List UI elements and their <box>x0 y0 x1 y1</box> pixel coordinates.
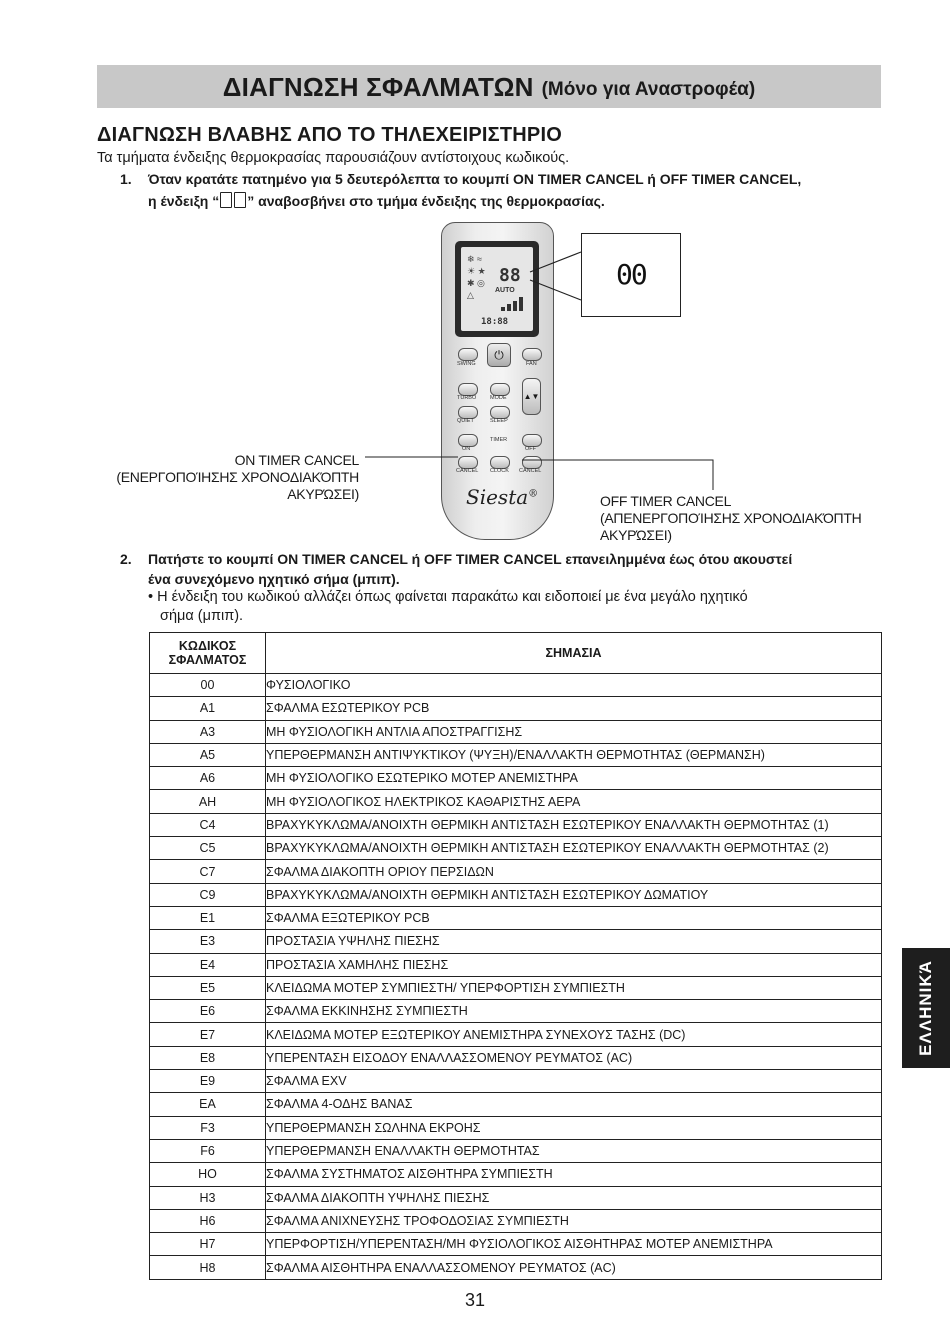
turbo-label: TURBO <box>457 395 477 401</box>
display-callout <box>581 233 681 317</box>
error-code-cell: F3 <box>150 1116 266 1139</box>
lcd-mode-icons: ❄ ≈ ☀ ★ ✱ ◎ △ <box>467 254 486 300</box>
meaning-cell: ΥΠΕΡΘΕΡΜΑΝΣΗ ΕΝΑΛΛΑΚΤΗ ΘΕΡΜΟΤΗΤΑΣ <box>266 1139 882 1162</box>
table-row <box>150 674 882 697</box>
table-row <box>150 976 882 999</box>
meaning-cell: ΜΗ ΦΥΣΙΟΛΟΓΙΚΟΣ ΗΛΕΚΤΡΙΚΟΣ ΚΑΘΑΡΙΣΤΗΣ ΑΕΡΑ <box>266 790 882 813</box>
step-1-number: 1. <box>120 171 132 187</box>
page-number: 31 <box>464 1290 486 1310</box>
error-code-cell: E3 <box>150 930 266 953</box>
error-code-cell: E7 <box>150 1023 266 1046</box>
table-row <box>150 743 882 766</box>
table-row <box>150 1233 882 1256</box>
table-row <box>150 720 882 743</box>
banner-title: ΔΙΑΓΝΩΣΗ ΣΦΑΛΜΑΤΩΝ <box>222 72 534 102</box>
error-code-cell: C9 <box>150 883 266 906</box>
meaning-cell: ΜΗ ΦΥΣΙΟΛΟΓΙΚΟ ΕΣΩΤΕΡΙΚΟ ΜΟΤΕΡ ΑΝΕΜΙΣΤΗΡΑ <box>266 767 882 790</box>
lcd-timer-digits: 18:88 <box>481 317 509 327</box>
meaning-cell: ΜΗ ΦΥΣΙΟΛΟΓΙΚΗ ΑΝΤΛΙΑ ΑΠΟΣΤΡΑΓΓΙΣΗΣ <box>266 720 882 743</box>
error-code-cell: H6 <box>150 1209 266 1232</box>
on-timer-cancel-label <box>116 452 359 503</box>
lcd-auto-label: AUTO <box>495 287 515 294</box>
meaning-cell: ΣΦΑΛΜΑ ΔΙΑΚΟΠΤΗ ΥΨΗΛΗΣ ΠΙΕΣΗΣ <box>266 1186 882 1209</box>
error-code-cell: A1 <box>150 697 266 720</box>
error-code-table <box>149 632 882 1280</box>
table-row <box>150 767 882 790</box>
off-timer-label-line2: (ΑΠΕΝΕΡΓΟΠΟΊΗΣΗΣ ΧΡΟΝΟΔΙΑΚΌΠΤΗ <box>600 510 862 526</box>
table-row <box>150 1163 882 1186</box>
section-title: ΔΙΑΓΝΩΣΗ ΒΛΑΒΗΣ ΑΠΟ ΤΟ ΤΗΛΕΧΕΙΡΙΣΤΗΡΙΟ <box>97 124 562 146</box>
meaning-cell: ΣΦΑΛΜΑ ΔΙΑΚΟΠΤΗ ΟΡΙΟΥ ΠΕΡΣΙΔΩΝ <box>266 860 882 883</box>
off-timer-label-line1: OFF TIMER CANCEL <box>600 493 732 509</box>
off-timer-cancel-label <box>600 493 861 544</box>
error-code-cell: E8 <box>150 1046 266 1069</box>
table-header-row <box>150 633 882 674</box>
meaning-cell: ΒΡΑΧΥΚΥΚΛΩΜΑ/ΑΝΟΙΧΤΗ ΘΕΡΜΙΚΗ ΑΝΤΙΣΤΑΣΗ ΕΣΩΤΕΡΙΚΟΥ ΕΝΑΛΛΑΚΤΗ ΘΕΡΜΟΤΗΤΑΣ (2) <box>266 837 882 860</box>
step-2-line2: ένα συνεχόμενο ηχητικό σήμα (μπιπ). <box>148 571 400 587</box>
meaning-cell: ΥΠΕΡΘΕΡΜΑΝΣΗ ΑΝΤΙΨΥΚΤΙΚΟΥ (ΨΥΞΗ)/ΕΝΑΛΛΑΚΤΗ ΘΕΡΜΟΤΗΤΑΣ (ΘΕΡΜΑΝΣΗ) <box>266 743 882 766</box>
error-code-cell: 00 <box>150 674 266 697</box>
error-code-cell: HO <box>150 1163 266 1186</box>
table-row <box>150 1139 882 1162</box>
mode-label: MODE <box>490 395 507 401</box>
error-code-cell: C7 <box>150 860 266 883</box>
error-code-cell: E6 <box>150 1000 266 1023</box>
error-code-cell: E1 <box>150 906 266 929</box>
language-tab-label: ΕΛΛΗΝΙΚΆ <box>916 960 936 1056</box>
error-code-cell: A3 <box>150 720 266 743</box>
meaning-cell: ΚΛΕΙΔΩΜΑ ΜΟΤΕΡ ΣΥΜΠΙΕΣΤΗ/ ΥΠΕΡΦΟΡΤΙΣΗ ΣΥΜΠΙΕΣΤΗ <box>266 976 882 999</box>
table-row <box>150 883 882 906</box>
meaning-cell: ΣΦΑΛΜΑ ΑΝΙΧΝΕΥΣΗΣ ΤΡΟΦΟΔΟΣΙΑΣ ΣΥΜΠΙΕΣΤΗ <box>266 1209 882 1232</box>
meaning-cell: ΒΡΑΧΥΚΥΚΛΩΜΑ/ΑΝΟΙΧΤΗ ΘΕΡΜΙΚΗ ΑΝΤΙΣΤΑΣΗ ΕΣΩΤΕΡΙΚΟΥ ΔΩΜΑΤΙΟΥ <box>266 883 882 906</box>
table-row <box>150 1093 882 1116</box>
step-1-line2-pre: η ένδειξη “ <box>148 193 220 209</box>
meaning-cell: ΣΦΑΛΜΑ ΑΙΣΘΗΤΗΡΑ ΕΝΑΛΛΑΣΣΟΜΕΝΟΥ ΡΕΥΜΑΤΟΣ (AC) <box>266 1256 882 1279</box>
table-row <box>150 953 882 976</box>
error-code-cell: E5 <box>150 976 266 999</box>
error-code-cell: H7 <box>150 1233 266 1256</box>
off-timer-label-line3: ΑΚΥΡΏΣΕΙ) <box>600 527 672 543</box>
table-row <box>150 906 882 929</box>
meaning-cell: ΒΡΑΧΥΚΥΚΛΩΜΑ/ΑΝΟΙΧΤΗ ΘΕΡΜΙΚΗ ΑΝΤΙΣΤΑΣΗ ΕΣΩΤΕΡΙΚΟΥ ΕΝΑΛΛΑΚΤΗ ΘΕΡΜΟΤΗΤΑΣ (1) <box>266 813 882 836</box>
meaning-cell: ΠΡΟΣΤΑΣΙΑ ΧΑΜΗΛΗΣ ΠΙΕΣΗΣ <box>266 953 882 976</box>
quiet-label: QUIET <box>457 418 474 424</box>
error-code-cell: F6 <box>150 1139 266 1162</box>
table-row <box>150 860 882 883</box>
table-row <box>150 1070 882 1093</box>
timer-label: TIMER <box>490 437 508 443</box>
error-code-cell: E4 <box>150 953 266 976</box>
lcd-temperature-digits: 88 <box>499 265 521 286</box>
table-row <box>150 1023 882 1046</box>
intro-text: Τα τμήματα ένδειξης θερμοκρασίας παρουσιάζουν αντίστοιχους κωδικούς. <box>97 150 570 166</box>
step-2-number: 2. <box>120 551 132 567</box>
on-timer-label-line3: ΑΚΥΡΏΣΕΙ) <box>287 486 359 502</box>
error-code-cell: EA <box>150 1093 266 1116</box>
table-row <box>150 790 882 813</box>
error-code-cell: AH <box>150 790 266 813</box>
table-row <box>150 1256 882 1279</box>
bullet-line1: • Η ένδειξη του κωδικού αλλάζει όπως φαίνεται παρακάτω και ειδοποιεί με ένα μεγάλο ηχητικό <box>148 589 748 605</box>
meaning-cell: ΥΠΕΡΕΝΤΑΣΗ ΕΙΣΟΔΟΥ ΕΝΑΛΛΑΣΣΟΜΕΝΟΥ ΡΕΥΜΑΤΟΣ (AC) <box>266 1046 882 1069</box>
swing-label: SWING <box>457 361 476 367</box>
clock-label: CLOCK <box>490 468 509 474</box>
error-code-cell: C5 <box>150 837 266 860</box>
on-timer-label-line1: ON TIMER CANCEL <box>234 452 359 468</box>
updown-arrows-icon: ▲▼ <box>523 392 540 401</box>
meaning-cell: ΚΛΕΙΔΩΜΑ ΜΟΤΕΡ ΕΞΩΤΕΡΙΚΟΥ ΑΝΕΜΙΣΤΗΡΑ ΣΥΝΕΧΟΥΣ ΤΑΣΗΣ (DC) <box>266 1023 882 1046</box>
error-code-cell: A5 <box>150 743 266 766</box>
table-row <box>150 1116 882 1139</box>
error-code-cell: H8 <box>150 1256 266 1279</box>
off-cancel-label: CANCEL <box>519 468 542 474</box>
step-1-line1: Όταν κρατάτε πατημένο για 5 δευτερόλεπτα το κουμπί ON TIMER CANCEL ή OFF TIMER CANCEL, <box>148 171 802 187</box>
step-2-line1: Πατήστε το κουμπί ON TIMER CANCEL ή OFF TIMER CANCEL επανειλημμένα έως ότου ακουστεί <box>148 551 793 567</box>
header-meaning: ΣΗΜΑΣΙΑ <box>266 633 882 674</box>
callout-blinking-digits: 00 <box>616 258 646 291</box>
meaning-cell: ΣΦΑΛΜΑ EXV <box>266 1070 882 1093</box>
table-row <box>150 1046 882 1069</box>
table-row <box>150 697 882 720</box>
power-icon: ⏻ <box>494 348 504 362</box>
meaning-cell: ΣΦΑΛΜΑ 4-ΟΔΗΣ ΒΑΝΑΣ <box>266 1093 882 1116</box>
meaning-cell: ΠΡΟΣΤΑΣΙΑ ΥΨΗΛΗΣ ΠΙΕΣΗΣ <box>266 930 882 953</box>
meaning-cell: ΣΦΑΛΜΑ ΣΥΣΤΗΜΑΤΟΣ ΑΙΣΘΗΤΗΡΑ ΣΥΜΠΙΕΣΤΗ <box>266 1163 882 1186</box>
fan-label: FAN <box>526 361 537 367</box>
off-label: OFF <box>525 446 536 452</box>
table-row <box>150 1000 882 1023</box>
step-2-bullet <box>148 588 868 626</box>
table-row <box>150 1209 882 1232</box>
table-row <box>150 837 882 860</box>
meaning-cell: ΣΦΑΛΜΑ ΕΚΚΙΝΗΣΗΣ ΣΥΜΠΙΕΣΤΗ <box>266 1000 882 1023</box>
brand-logo: Siesta® <box>466 485 539 509</box>
on-timer-label-line2: (ΕΝΕΡΓΟΠΟΊΗΣΗΣ ΧΡΟΝΟΔΙΑΚΌΠΤΗ <box>116 469 359 485</box>
table-body <box>150 674 882 1280</box>
table-row <box>150 813 882 836</box>
on-cancel-label: CANCEL <box>456 468 479 474</box>
error-code-cell: C4 <box>150 813 266 836</box>
meaning-cell: ΥΠΕΡΦΟΡΤΙΣΗ/ΥΠΕΡΕΝΤΑΣΗ/ΜΗ ΦΥΣΙΟΛΟΓΙΚΟΣ ΑΙΣΘΗΤΗΡΑΣ ΜΟΤΕΡ ΑΝΕΜΙΣΤΗΡΑ <box>266 1233 882 1256</box>
error-code-cell: E9 <box>150 1070 266 1093</box>
step-1-line2-post: ” αναβοσβήνει στο τμήμα ένδειξης της θερμοκρασίας. <box>247 193 605 209</box>
meaning-cell: ΦΥΣΙΟΛΟΓΙΚΟ <box>266 674 882 697</box>
sleep-label: SLEEP <box>490 418 508 424</box>
on-label: ON <box>462 446 471 452</box>
bullet-line2: σήμα (μπιπ). <box>160 608 244 624</box>
table-row <box>150 1186 882 1209</box>
meaning-cell: ΣΦΑΛΜΑ ΕΞΩΤΕΡΙΚΟΥ PCB <box>266 906 882 929</box>
error-code-cell: A6 <box>150 767 266 790</box>
language-tab <box>902 948 950 1068</box>
meaning-cell: ΣΦΑΛΜΑ ΕΣΩΤΕΡΙΚΟΥ PCB <box>266 697 882 720</box>
banner-subtitle: (Μόνο για Αναστροφέα) <box>541 78 756 100</box>
meaning-cell: ΥΠΕΡΘΕΡΜΑΝΣΗ ΣΩΛΗΝΑ ΕΚΡΟΗΣ <box>266 1116 882 1139</box>
table-row <box>150 930 882 953</box>
header-error-code: ΚΩΔΙΚΟΣ ΣΦΑΛΜΑΤΟΣ <box>150 633 266 674</box>
error-code-cell: H3 <box>150 1186 266 1209</box>
